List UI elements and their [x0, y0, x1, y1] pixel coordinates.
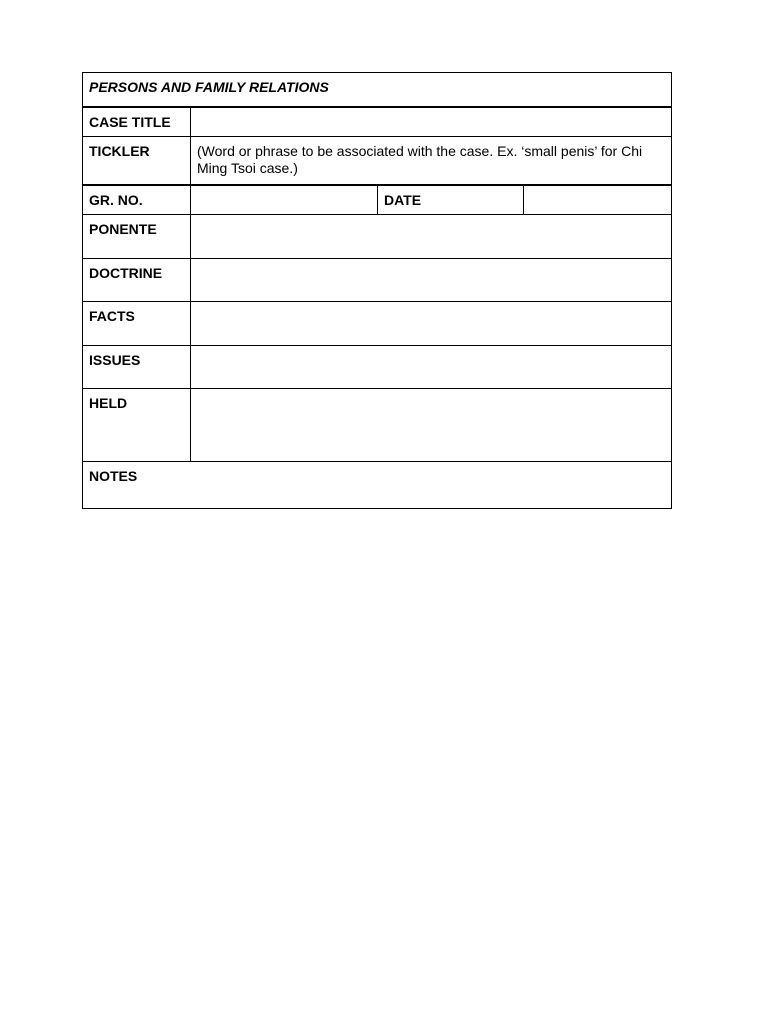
- issues-field[interactable]: [191, 346, 672, 389]
- tickler-field[interactable]: (Word or phrase to be associated with the case. Ex. ‘small penis’ for Chi Ming Tsoi case.): [191, 137, 672, 185]
- case-digest-form: [82, 72, 672, 509]
- date-label: DATE: [378, 185, 524, 215]
- held-row: [83, 389, 672, 462]
- form-header-text: PERSONS AND FAMILY RELATIONS: [89, 79, 329, 95]
- facts-row: [83, 302, 672, 346]
- tickler-label: TICKLER: [83, 137, 191, 185]
- form-header-title: [83, 73, 672, 107]
- held-field[interactable]: [191, 389, 672, 462]
- gr-no-date-row: [83, 185, 672, 215]
- date-field[interactable]: [524, 185, 672, 215]
- notes-cell[interactable]: [83, 462, 672, 509]
- ponente-row: [83, 215, 672, 259]
- case-title-row: [83, 107, 672, 137]
- gr-no-label: GR. NO.: [83, 185, 191, 215]
- doctrine-row: [83, 259, 672, 302]
- gr-no-field[interactable]: [191, 185, 378, 215]
- case-title-label: CASE TITLE: [83, 107, 191, 137]
- doctrine-field[interactable]: [191, 259, 672, 302]
- issues-label: ISSUES: [83, 346, 191, 389]
- held-label: HELD: [83, 389, 191, 462]
- ponente-field[interactable]: [191, 215, 672, 259]
- ponente-label: PONENTE: [83, 215, 191, 259]
- case-title-field[interactable]: [191, 107, 672, 137]
- form-header-row: [83, 73, 672, 107]
- facts-field[interactable]: [191, 302, 672, 346]
- notes-label: NOTES: [89, 468, 138, 484]
- issues-row: [83, 346, 672, 389]
- facts-label: FACTS: [83, 302, 191, 346]
- tickler-row: [83, 137, 672, 185]
- notes-row: [83, 462, 672, 509]
- doctrine-label: DOCTRINE: [83, 259, 191, 302]
